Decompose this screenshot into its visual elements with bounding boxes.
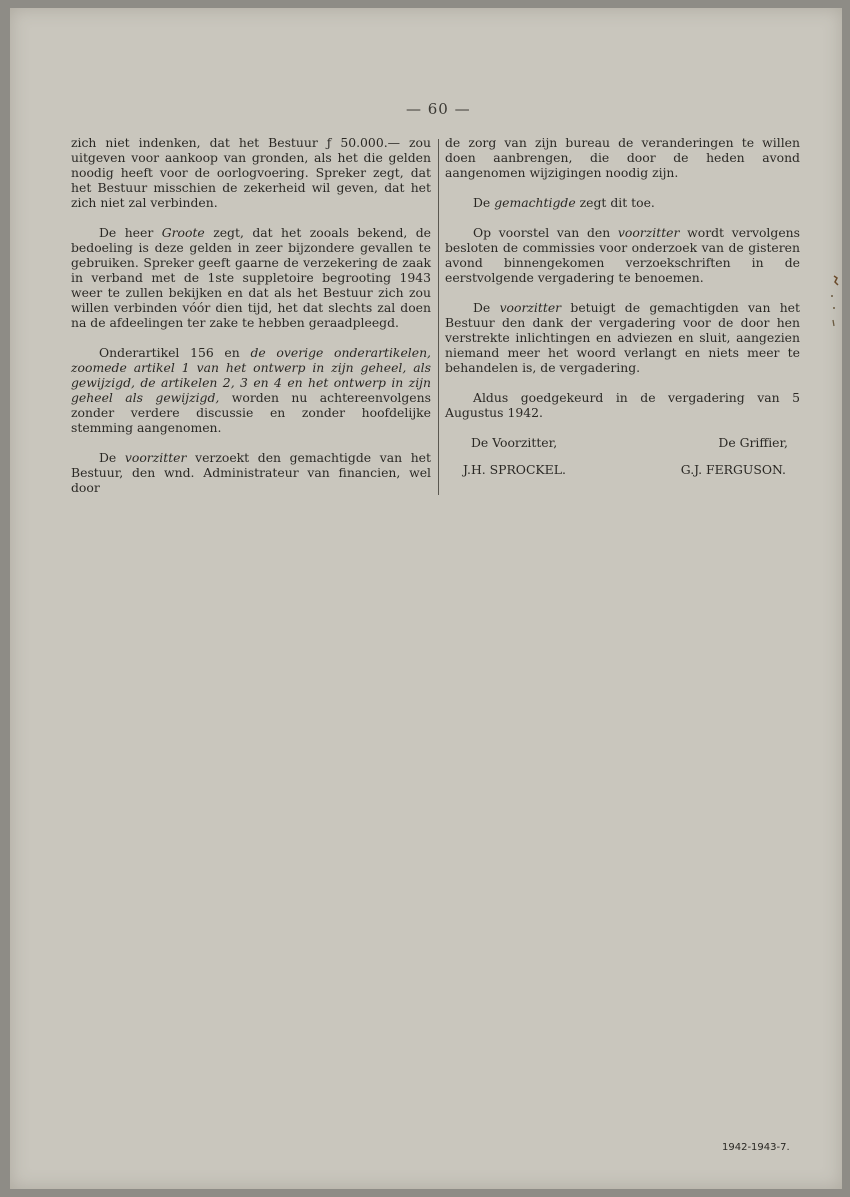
signature-titles xyxy=(445,435,800,450)
paragraph: Op voorstel van den voorzitter wordt vervolgens besloten de commissies voor onderzoek van de gisteren avond binnengekomen verzoekschriften in de eerstvolgende vergadering te benoemen. xyxy=(445,225,800,285)
paragraph: De gemachtigde zegt dit toe. xyxy=(473,195,655,210)
approval-statement: Aldus goedgekeurd in de vergadering van 5 Augustus 1942. xyxy=(445,390,800,420)
left-column xyxy=(71,135,431,510)
document-code: 1942-1943-7. xyxy=(722,1142,790,1153)
paragraph: De heer Groote zegt, dat het zooals bekend, de bedoeling is deze gelden in zeer bijzondere gevallen te gebruiken. Spreker geeft gaarne de verzekering de zaak in verband met de 1ste suppletoire begrooting 1943 weer te zullen bekijken en dat als het Bestuur zich zou willen verbinden vóór dien tijd, het dat slechts zal doen na de afdeelingen ter zake te hebben geraadpleegd. xyxy=(71,225,432,330)
document-page xyxy=(10,8,842,1189)
signature-names xyxy=(445,462,800,477)
column-divider xyxy=(438,139,439,495)
paragraph: Onderartikel 156 en de overige onderartikelen, zoomede artikel 1 van het ontwerp in zijn geheel, als gewijzigd, de artikelen 2, 3 en 4 en het ontwerp in zijn geheel als gewijzigd, worden nu achtereenvolgens zonder verdere discussie en zonder hoofdelijke stemming aangenomen. xyxy=(71,345,431,435)
clerk-name: G.J. FERGUSON. xyxy=(680,462,786,477)
chair-name: J.H. SPROCKEL. xyxy=(463,462,566,477)
paragraph: De voorzitter verzoekt den gemachtigde van het Bestuur, den wnd. Administrateur van financien, wel door xyxy=(71,450,431,495)
clerk-title: De Griffier, xyxy=(718,435,788,450)
paper-specks xyxy=(828,272,842,332)
paragraph: de zorg van zijn bureau de veranderingen te willen doen aanbrengen, die door de heden avond aangenomen wijzigingen noodig zijn. xyxy=(445,135,800,180)
page-number: — 60 — xyxy=(406,100,471,118)
paragraph: De voorzitter betuigt de gemachtigden van het Bestuur den dank der vergadering voor de door hen verstrekte inlichtingen en adviezen en sluit, aangezien niemand meer het woord verlangt en niets meer te behandelen is, de vergadering. xyxy=(445,300,800,375)
right-column xyxy=(445,135,800,477)
paragraph: zich niet indenken, dat het Bestuur ƒ 50.000.— zou uitgeven voor aankoop van gronden, als het die gelden noodig heeft voor de oorlogvoering. Spreker zegt, dat het Bestuur misschien de zekerheid wil geven, dat het zich niet zal verbinden. xyxy=(71,135,431,210)
chair-title: De Voorzitter, xyxy=(471,435,558,450)
